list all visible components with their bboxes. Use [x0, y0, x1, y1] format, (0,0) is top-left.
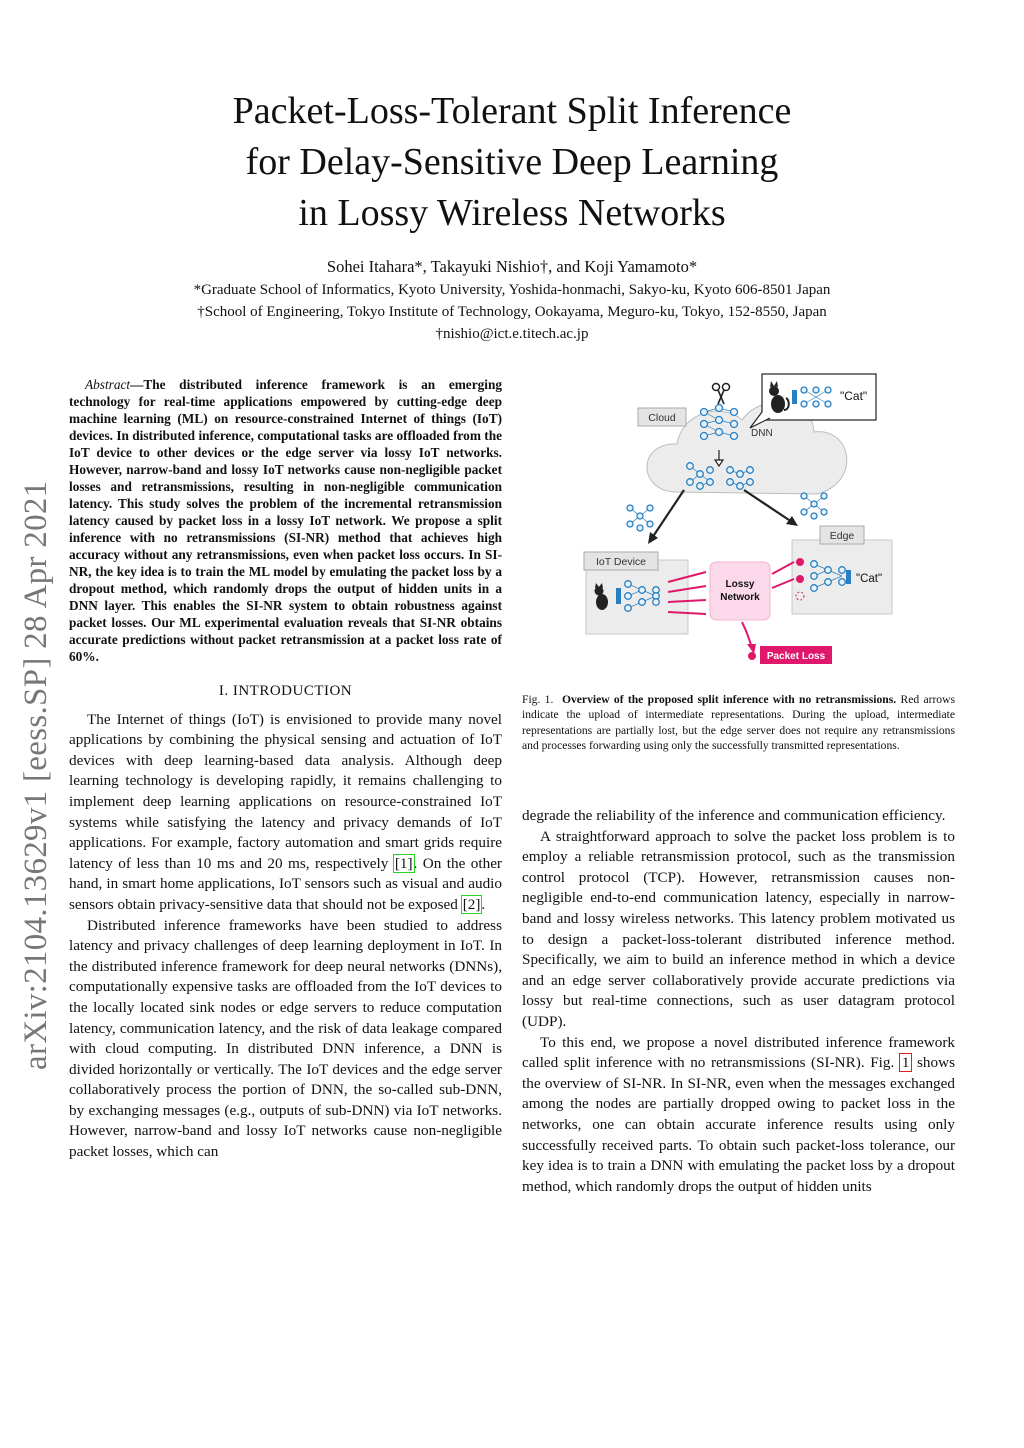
affiliation-email: †nishio@ict.e.titech.ac.jp — [435, 326, 589, 342]
edge-label: Edge — [829, 530, 855, 542]
title-line-1: Packet-Loss-Tolerant Split Inference — [232, 90, 792, 132]
title-line-2: for Delay-Sensitive Deep Learning — [245, 141, 779, 183]
authors: Sohei Itahara*, Takayuki Nishio†, and Koji Yamamoto* — [326, 257, 698, 276]
paper-title — [0, 86, 1024, 239]
abstract — [69, 376, 502, 665]
cloud-dnn-icon — [701, 405, 738, 440]
figure-1-diagram — [582, 372, 902, 672]
intro-p1-text-c: . — [481, 895, 486, 913]
scissors-icon — [713, 384, 730, 405]
lossy-network-label-1: Lossy — [725, 579, 755, 590]
device-input-bar — [616, 588, 621, 604]
cloud-label: Cloud — [648, 412, 676, 424]
intro-p4-text-a: To this end, we propose a novel distributed inference framework called split inference with no retransmissions (SI-NR). Fig. — [522, 1033, 955, 1072]
lossy-network-box — [710, 562, 770, 620]
intro-paragraph-2: Distributed inference frameworks have been studied to address latency and privacy challenges of deep learning deployment in IoT. In the distributed inference framework for deep neural networks (DNNs), computationally expensive tasks are offloaded from the IoT devices to the locally located sink nodes or edge servers to reduce computation latency, communication latency, and the risk of data leakage compared with cloud computing. In distributed DNN inference, a DNN is divided horizontally or vertically. The IoT devices and the edge server collaboratively process the portion of DNN, the so-called sub-DNN, by exchanging messages (e.g., outputs of sub-DNN) via IoT networks. However, narrow-band and lossy IoT networks cause non-negligible packet losses, which can — [69, 916, 502, 1161]
edge-sub-dnn-icon — [801, 493, 827, 519]
caption-prefix: Fig. 1. — [522, 693, 554, 706]
callout-input-bar — [792, 390, 797, 404]
edge-output-bar — [846, 570, 851, 584]
abstract-text: —The distributed inference framework is an emerging technology for real-time applications empowered by cutting-edge deep machine learning (ML) on resource-constrained Internet of things (IoT) devices. In distributed inference, computational tasks are offloaded from the IoT device to other devices or the edge server via lossy IoT networks. However, narrow-band and lossy IoT networks cause non-negligible packet losses and retransmissions, resulting in non-negligible communication latency. This study solves the problem of the incremental retransmission latency caused by packet loss in a lossy IoT network. We propose a split inference with no retransmissions (SI-NR) method that achieves high accuracy without any retransmissions, even when packet loss occurs. In SI-NR, the key idea is to train the ML model by emulating the packet loss by a dropout method, which randomly drops the output of hidden units in a DNN layer. This enables the SI-NR system to obtain robustness against packet losses. Our ML experimental evaluation reveals that SI-NR obtains accurate predictions without packet retransmission at a packet loss rate of 60%. — [69, 377, 502, 664]
intro-paragraph-3: A straightforward approach to solve the packet loss problem is to employ a reliable retransmission protocol, such as the transmission control protocol (TCP). However, retransmission causes non-negligible end-to-end communication latency, especially in narrow-band and lossy wireless networks. This latency problem motivated us to design a packet-loss-tolerant distributed inference method. Specifically, we aim to build an inference method in which a device and an edge server collaboratively provide accurate predictions via lossy but real-time connections, such as user datagram protocol (UDP). — [522, 827, 955, 1030]
intro-p1-text-b: . On the other hand, in smart home applications, IoT sensors such as visual and audio sensors obtain privacy-sensitive data that should not be exposed — [69, 854, 502, 913]
iot-device-label: IoT Device — [596, 556, 646, 568]
lossy-network-label-2: Network — [720, 592, 760, 603]
affiliation-1: *Graduate School of Informatics, Kyoto University, Yoshida-honmachi, Sakyo-ku, Kyoto 606-8501 Japan — [193, 282, 831, 298]
intro-paragraph-1 — [69, 710, 502, 916]
figure-1-caption — [522, 692, 955, 754]
callout-output-label: "Cat" — [840, 389, 868, 403]
left-column — [69, 376, 502, 1163]
cloud-to-edge-arrow — [744, 490, 792, 522]
figure-reference-link[interactable]: 1 — [901, 1054, 910, 1072]
citation-link-1[interactable]: [1] — [394, 854, 413, 872]
right-column — [522, 806, 955, 1197]
intro-paragraph-4 — [522, 1033, 955, 1198]
dnn-label: DNN — [751, 428, 773, 439]
cloud-to-edge-arrowhead — [786, 516, 798, 526]
cloud-to-device-arrow — [652, 490, 684, 538]
lost-packet — [748, 652, 756, 660]
citation-link-2[interactable]: [2] — [462, 895, 481, 913]
section-heading-introduction: I. INTRODUCTION — [218, 683, 353, 699]
caption-text: Red arrows indicate the upload of intermediate representations. During the upload, intermediate representations are partially lost, but the edge server does not require any retransmissions and processes forwarding using only the successfully transmitted representations. — [522, 693, 955, 753]
intro-p1-text-a: The Internet of things (IoT) is envisioned to provide many novel applications by combining the physical sensing and actuation of IoT devices with deep learning-based data analysis. Although deep learning technology is developing rapidly, it remains challenging to implement deep learning applications on resource-constrained IoT systems while satisfying the latency and privacy demands of IoT applications. For example, factory automation and smart grids require latency of less than 10 ms and 20 ms, respectively — [69, 710, 502, 872]
received-packet-2 — [796, 575, 804, 583]
arxiv-stamp: arXiv:2104.13629v1 [eess.SP] 28 Apr 2021 — [18, 480, 54, 1070]
intro-paragraph-2-continued: degrade the reliability of the inference and communication efficiency. — [522, 807, 946, 824]
affiliation-2: †School of Engineering, Tokyo Institute of Technology, Ookayama, Meguro-ku, Tokyo, 152-8550, Japan — [197, 304, 827, 320]
intro-p4-text-b: shows the overview of SI-NR. In SI-NR, even when the messages exchanged among the nodes are partially dropped owing to packet loss in the networks, one can obtain accurate inference results using only successfully received parts. To obtain such packet-loss tolerance, our key idea is to train a DNN with emulating the packet loss by a dropout method, which randomly drops the output of hidden units — [522, 1054, 955, 1195]
device-sub-dnn-icon — [627, 505, 653, 531]
edge-output-label: "Cat" — [856, 573, 883, 585]
received-packet-1 — [796, 558, 804, 566]
packet-loss-label: Packet Loss — [766, 651, 826, 662]
cloud-to-device-arrowhead — [648, 532, 658, 544]
title-line-3: in Lossy Wireless Networks — [298, 192, 726, 234]
abstract-label: Abstract — [85, 377, 131, 392]
caption-bold: Overview of the proposed split inference with no retransmissions. — [561, 693, 897, 706]
